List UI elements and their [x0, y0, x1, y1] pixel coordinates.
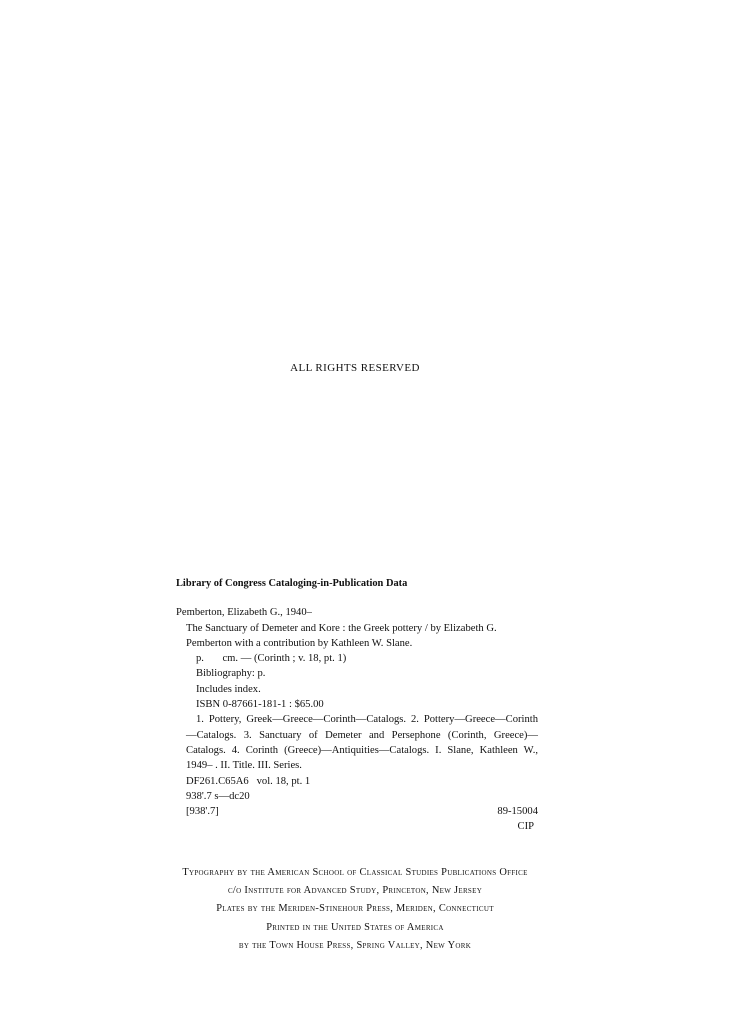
colophon-line-printed: Printed in the United States of America [266, 921, 444, 933]
cip-dewey: 938'.7 s—dc20 [186, 790, 250, 802]
colophon-line-press: by the Town House Press, Spring Valley, New York [238, 939, 472, 951]
cip-physical-description: p. cm. — (Corinth ; v. 18, pt. 1) [196, 653, 347, 665]
cip-block [176, 576, 538, 835]
cip-number-row [176, 804, 538, 819]
cip-index-note: Includes index. [196, 683, 261, 695]
cip-dewey-alt: [938'.7] [186, 806, 219, 818]
colophon-line-plates: Plates by the Meriden-Stinehour Press, Meriden, Connecticut [216, 903, 494, 915]
cip-bibliography-note: Bibliography: p. [196, 668, 266, 680]
cip-lc-class: DF261.C65A6 vol. 18, pt. 1 [186, 775, 311, 787]
cip-heading: Library of Congress Cataloging-in-Publication Data [176, 578, 408, 589]
cip-label: CIP [517, 821, 534, 833]
cip-title-line-2: Pemberton with a contribution by Kathleen W. Slane. [186, 637, 413, 649]
cip-isbn: ISBN 0-87661-181-1 : $65.00 [196, 699, 324, 711]
cip-author: Pemberton, Elizabeth G., 1940– [176, 607, 312, 619]
cip-label-row [176, 819, 538, 834]
cip-subjects-block [176, 712, 538, 773]
colophon-line-typography: Typography by the American School of Classical Studies Publications Office [182, 867, 528, 878]
colophon-line-address: c/o Institute for Advanced Study, Princeton, New Jersey [227, 885, 483, 897]
cip-subjects: 1. Pottery, Greek—Greece—Corinth—Catalogs. 2. Pottery—Greece—Corinth—Catalogs. 3. Sanctuary of Demeter and Persephone (Corinth, Greece)—Catalogs. 4. Corinth (Greece)—Antiquities—Catalogs. I. Slane, Kathleen W., 1949– . II. Title. III. Series. [186, 714, 538, 772]
rights-notice: ALL RIGHTS RESERVED [290, 362, 420, 374]
colophon [0, 864, 710, 955]
cip-title-line-1: The Sanctuary of Demeter and Kore : the Greek pottery / by Elizabeth G. [186, 622, 497, 634]
cip-lccn: 89-15004 [497, 806, 538, 818]
